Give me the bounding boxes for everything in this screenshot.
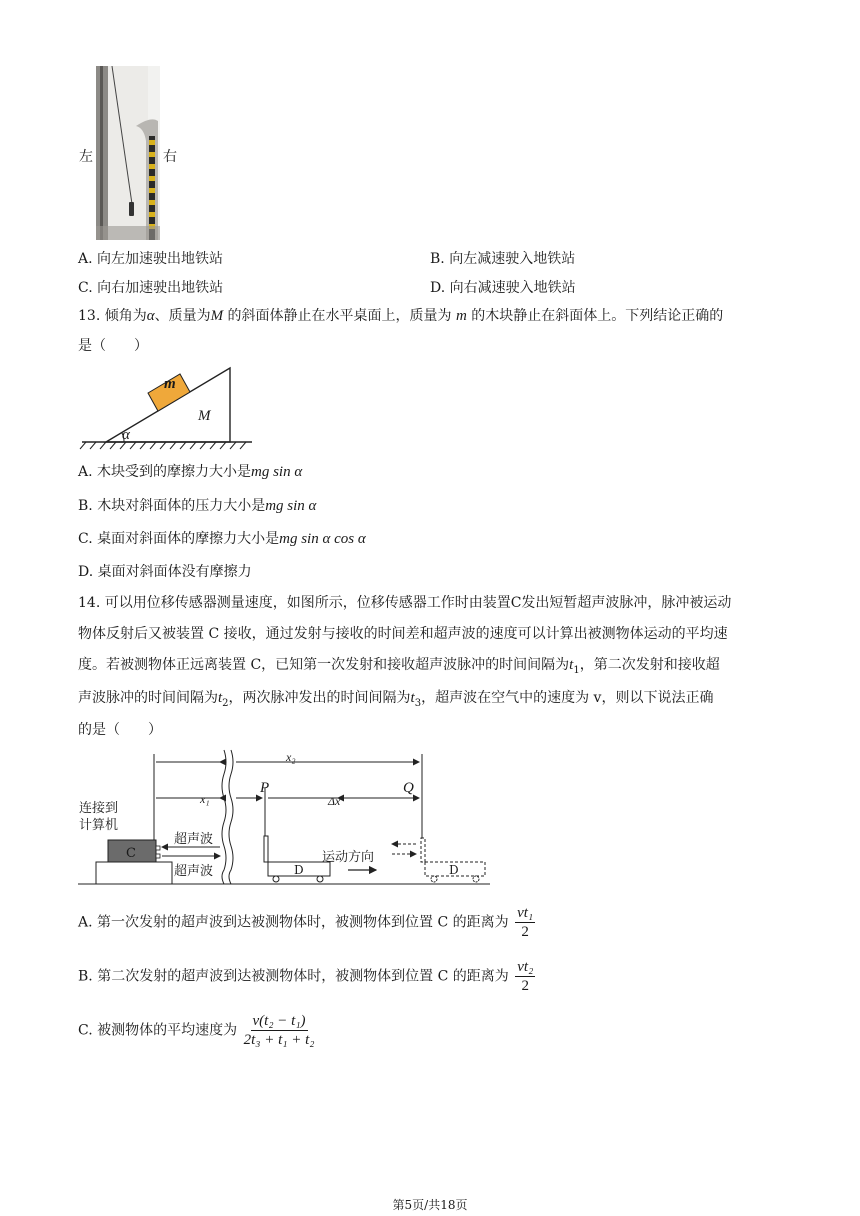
sensor-q-label: Q xyxy=(403,780,414,796)
sensor-direction-label: 运动方向 xyxy=(322,850,375,865)
q14-stem-line2: 物体反射后又被装置 C 接收，通过发射与接收的时间差和超声波的速度可以计算出被测物体运动的平均速 xyxy=(78,626,728,642)
sensor-p-label: P xyxy=(260,780,270,796)
sensor-diagram xyxy=(78,746,498,890)
sensor-wave-label-1: 超声波 xyxy=(174,832,214,847)
alpha-symbol: α xyxy=(146,308,155,324)
sensor-x1-label: x₁ xyxy=(200,792,210,806)
q14-option-b-fraction: $\frac{\text{vt₂}}{2}$ xyxy=(517,959,534,994)
q14-stem-line1: 14. 可以用位移传感器测量速度，如图所示，位移传感器工作时由装置C发出短暂超声波脉冲，脉冲被运动 xyxy=(78,595,732,611)
q12-option-b: B. 向左减速驶入地铁站 xyxy=(430,251,576,267)
photo-right-label: 右 xyxy=(163,149,177,165)
q14-option-c: C. 被测物体的平均速度为 $\frac{\text{v(t₂ − t₁)}}{\text{2t₃ + t₁ + t₂}}$ xyxy=(78,1013,315,1048)
incline-mass-label: M xyxy=(198,408,211,424)
sensor-connect-line1: 连接到 xyxy=(79,801,119,816)
sensor-graphic xyxy=(78,746,498,890)
sensor-x2-label: x₂ xyxy=(286,750,296,764)
page-footer: 第5页/共18页 xyxy=(392,1198,468,1212)
q14-stem-line3: 度。若被测物体正远离装置 C，已知第一次发射和接收超声波脉冲的时间间隔为$t_1$，第二次发射和接收超 xyxy=(78,657,720,676)
sensor-cart-label-2: D xyxy=(449,863,459,877)
photo-left-label: 左 xyxy=(79,149,93,165)
q14-option-b: B. 第二次发射的超声波到达被测物体时，被测物体到位置 C 的距离为 $\frac{\text{vt₂}}{2}$ xyxy=(78,959,534,994)
sensor-dx-label: Δx xyxy=(328,794,341,808)
q14-option-c-fraction: $\frac{\text{v(t₂ − t₁)}}{\text{2t₃ + t₁ + t₂}}$ xyxy=(243,1013,315,1048)
sensor-cart-label-1: D xyxy=(294,863,304,877)
q12-option-d: D. 向右减速驶入地铁站 xyxy=(430,280,576,296)
incline-block-label: m xyxy=(164,376,176,392)
q12-option-c: C. 向右加速驶出地铁站 xyxy=(78,280,224,296)
q12-option-a: A. 向左加速驶出地铁站 xyxy=(78,251,224,267)
q13-option-a: A. 木块受到的摩擦力大小是mg sin α xyxy=(78,464,303,480)
q13-stem-line1: 13. 倾角为α、质量为M 的斜面体静止在水平桌面上，质量为 m 的木块静止在斜面体上。下列结论正确的 xyxy=(78,308,724,324)
q13-option-c: C. 桌面对斜面体的摩擦力大小是mg sin α cos α xyxy=(78,531,366,547)
sensor-wave-label-2: 超声波 xyxy=(174,864,214,879)
q13-stem-line2: 是（ ） xyxy=(78,338,148,354)
subway-handle-photo xyxy=(96,66,160,240)
sensor-connect-line2: 计算机 xyxy=(79,818,119,833)
q13-option-d: D. 桌面对斜面体没有摩擦力 xyxy=(78,564,252,580)
q14-stem-line5: 的是（ ） xyxy=(78,722,162,738)
photo-graphic xyxy=(96,66,160,240)
incline-angle-label: α xyxy=(122,427,130,443)
q14-option-a: A. 第一次发射的超声波到达被测物体时，被测物体到位置 C 的距离为 $\frac{\text{vt₁}}{2}$ xyxy=(78,905,534,940)
q14-stem-line4: 声波脉冲的时间间隔为$t_2$，两次脉冲发出的时间间隔为$t_3$，超声波在空气中的速度为 v，则以下说法正确 xyxy=(78,690,714,709)
q13-option-b: B. 木块对斜面体的压力大小是mg sin α xyxy=(78,498,317,514)
q14-option-a-fraction: $\frac{\text{vt₁}}{2}$ xyxy=(517,905,534,940)
sensor-c-label: C xyxy=(126,846,136,861)
